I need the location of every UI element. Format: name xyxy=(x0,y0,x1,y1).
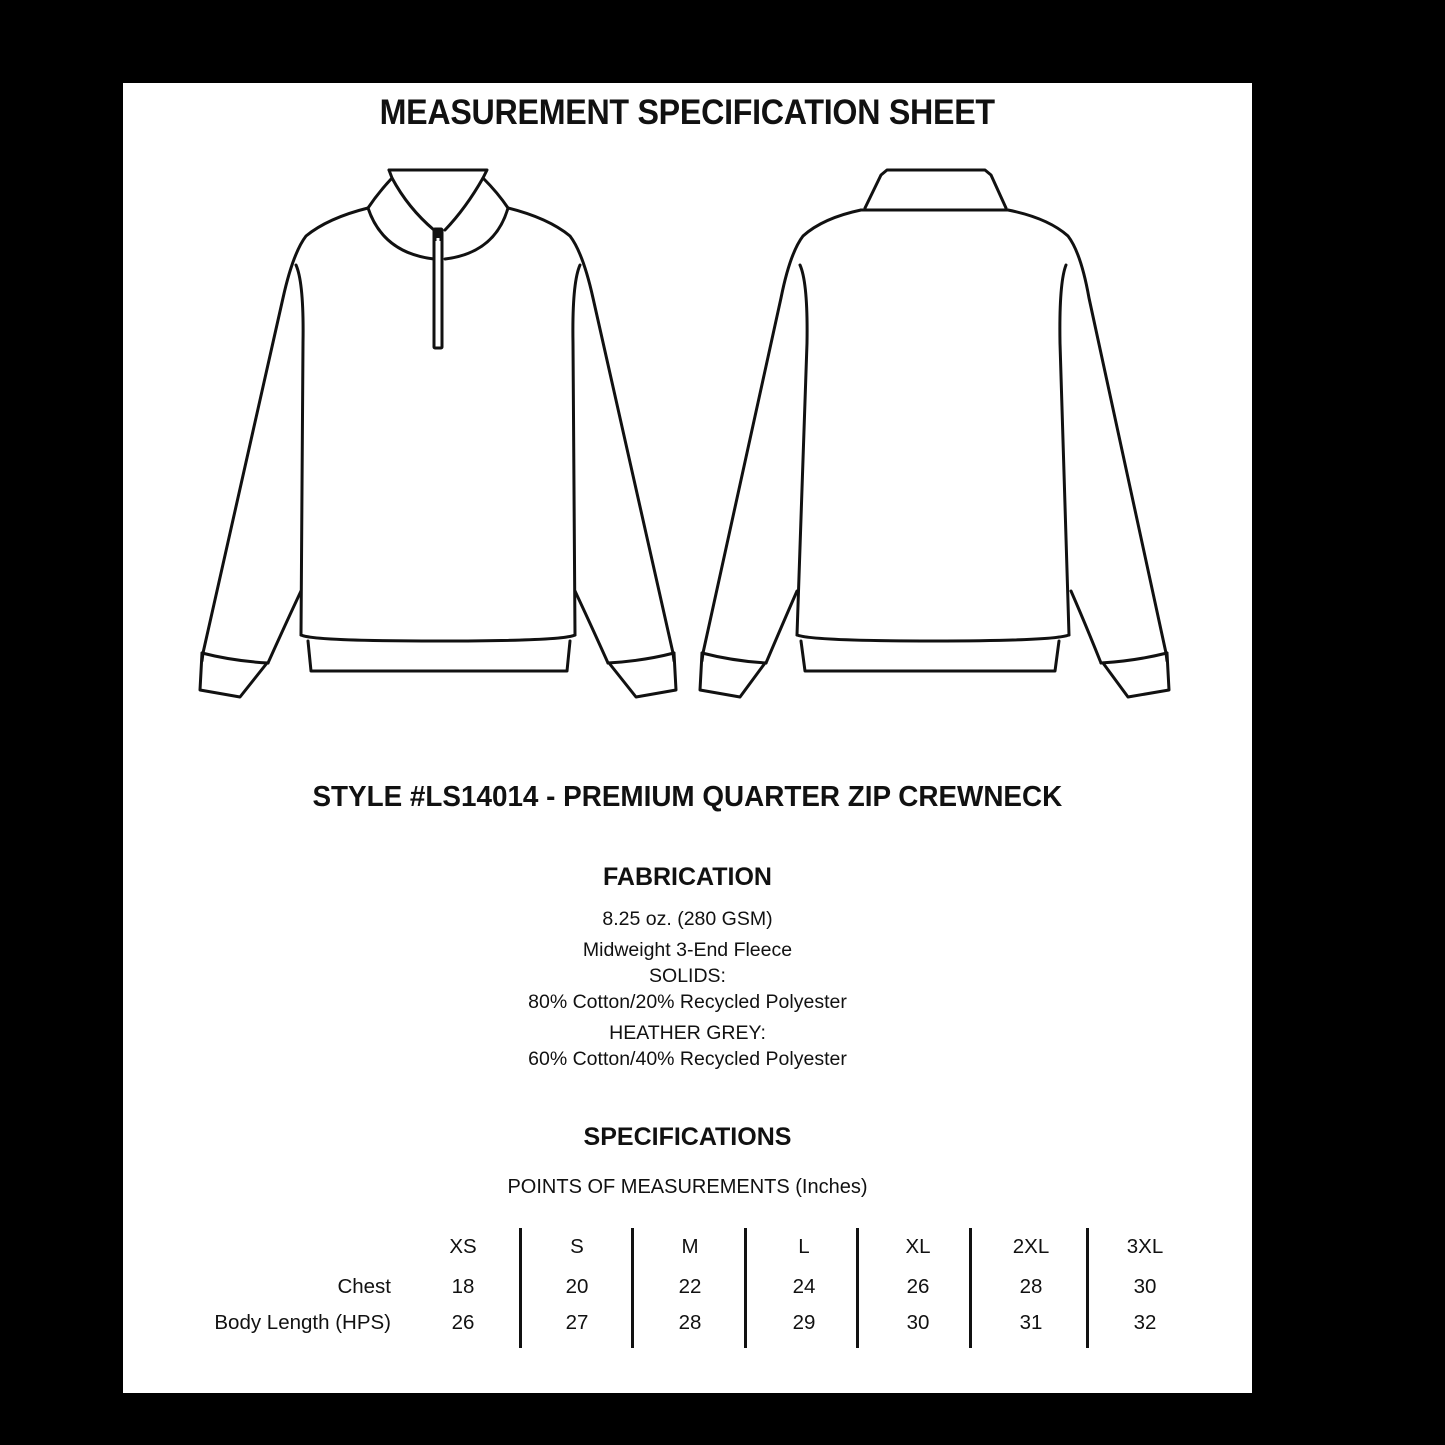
column-divider xyxy=(856,1228,859,1348)
body-length-xl: 30 xyxy=(906,1311,930,1334)
body-length-2xl: 31 xyxy=(1019,1311,1043,1334)
solids-blend: 80% Cotton/20% Recycled Polyester xyxy=(528,991,847,1013)
row-label-body-length: Body Length (HPS) xyxy=(214,1311,391,1334)
specifications-heading: SPECIFICATIONS xyxy=(583,1123,792,1151)
size-header-xs: XS xyxy=(449,1235,477,1258)
chest-s: 20 xyxy=(565,1275,589,1298)
chest-2xl: 28 xyxy=(1019,1275,1043,1298)
row-label-chest: Chest xyxy=(337,1275,391,1298)
size-chart-table xyxy=(123,83,1252,1393)
heather-label: HEATHER GREY: xyxy=(609,1022,766,1044)
style-title: STYLE #LS14014 - PREMIUM QUARTER ZIP CREWNECK xyxy=(312,781,1063,813)
chest-m: 22 xyxy=(678,1275,702,1298)
size-header-xl: XL xyxy=(905,1235,931,1258)
size-header-l: L xyxy=(798,1235,810,1258)
column-divider xyxy=(631,1228,634,1348)
chest-xs: 18 xyxy=(451,1275,475,1298)
points-of-measurement-label: POINTS OF MEASUREMENTS (Inches) xyxy=(507,1176,868,1198)
fabric-weight: 8.25 oz. (280 GSM) xyxy=(602,908,773,930)
size-header-s: S xyxy=(570,1235,584,1258)
size-header-m: M xyxy=(681,1235,699,1258)
body-length-xs: 26 xyxy=(451,1311,475,1334)
fabric-type: Midweight 3-End Fleece xyxy=(582,939,793,961)
column-divider xyxy=(519,1228,522,1348)
heather-blend: 60% Cotton/40% Recycled Polyester xyxy=(528,1048,847,1070)
solids-label: SOLIDS: xyxy=(649,965,726,987)
column-divider xyxy=(1086,1228,1089,1348)
size-header-3xl: 3XL xyxy=(1126,1235,1164,1258)
chest-xl: 26 xyxy=(906,1275,930,1298)
column-divider xyxy=(744,1228,747,1348)
column-divider xyxy=(969,1228,972,1348)
body-length-m: 28 xyxy=(678,1311,702,1334)
body-length-3xl: 32 xyxy=(1133,1311,1157,1334)
spec-sheet-page xyxy=(123,83,1252,1393)
chest-l: 24 xyxy=(792,1275,816,1298)
body-length-s: 27 xyxy=(565,1311,589,1334)
page-title: MEASUREMENT SPECIFICATION SHEET xyxy=(379,93,995,132)
size-header-2xl: 2XL xyxy=(1012,1235,1050,1258)
chest-3xl: 30 xyxy=(1133,1275,1157,1298)
fabrication-heading: FABRICATION xyxy=(603,863,772,891)
body-length-l: 29 xyxy=(792,1311,816,1334)
